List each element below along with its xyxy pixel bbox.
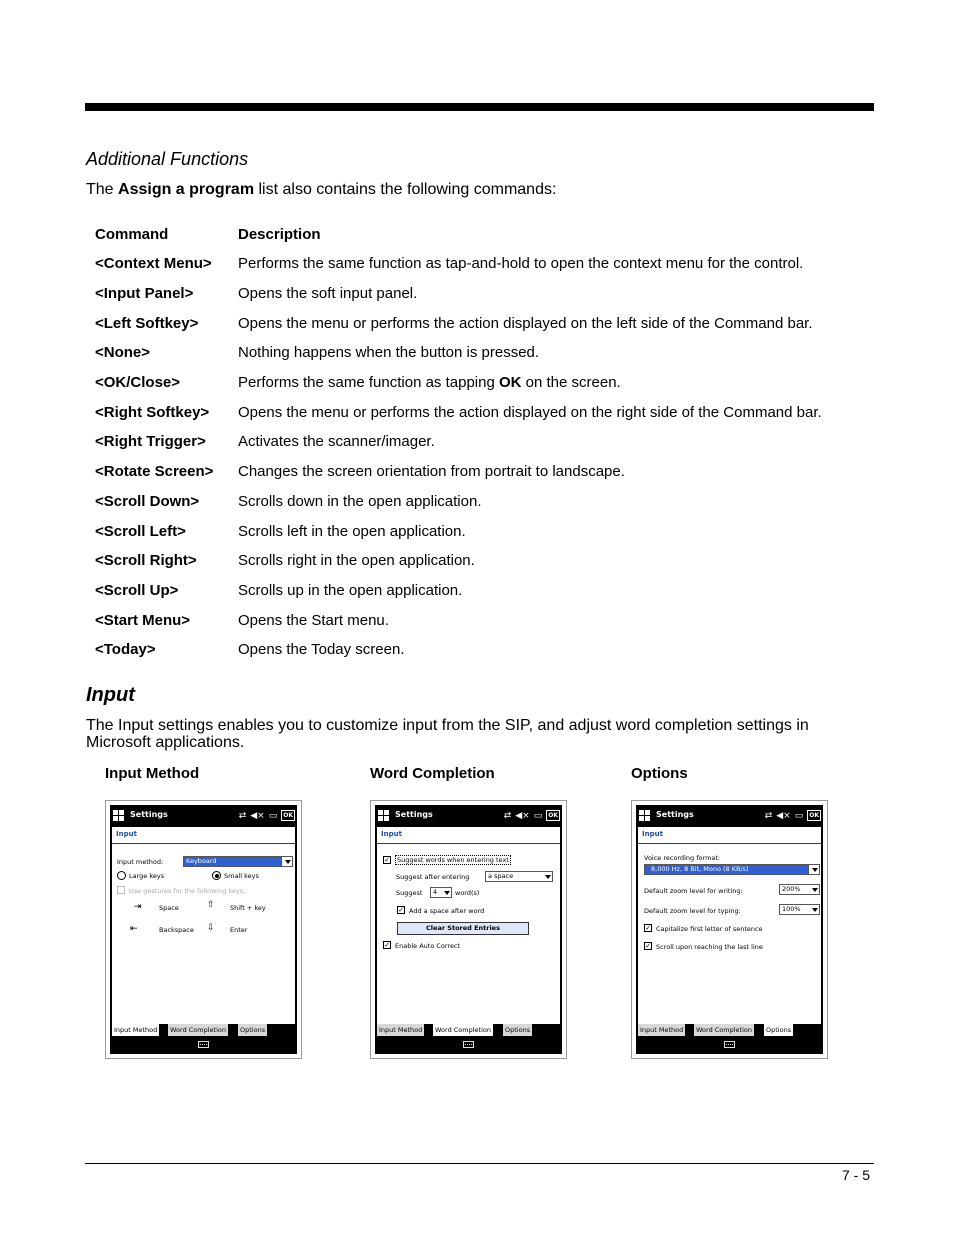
desc-bold: OK xyxy=(498,374,522,392)
table-row xyxy=(88,487,822,517)
voice-format-dropdown[interactable] xyxy=(644,864,820,875)
tab-strip xyxy=(112,1024,295,1036)
description-cell: Opens the Today screen. xyxy=(238,641,405,659)
table-row xyxy=(88,546,822,576)
command-cell: <Right Trigger> xyxy=(95,433,206,451)
clear-stored-entries-button[interactable]: Clear Stored Entries xyxy=(397,922,529,935)
command-cell: <None> xyxy=(95,344,151,362)
table-row xyxy=(88,605,822,635)
chevron-down-icon xyxy=(812,908,818,912)
chevron-down-icon xyxy=(444,891,450,895)
battery-icon[interactable]: ▭ xyxy=(268,810,278,821)
heading-divider xyxy=(377,843,560,844)
command-header: Command xyxy=(95,225,169,243)
tab-options[interactable]: Options xyxy=(766,1026,792,1034)
shift-label: Shift + key xyxy=(230,904,266,912)
table-row xyxy=(88,308,822,338)
command-cell: <Scroll Right> xyxy=(95,552,197,570)
intro-text xyxy=(86,181,556,199)
desc-pre: Performs the same function as tapping xyxy=(238,374,499,392)
command-cell: <Start Menu> xyxy=(95,611,191,629)
windows-start-icon[interactable] xyxy=(113,810,124,821)
command-cell: <Scroll Down> xyxy=(95,492,200,510)
caption-input-method: Input Method xyxy=(105,765,200,782)
capitalize-checkbox[interactable]: ✓ xyxy=(645,924,651,932)
description-cell: Nothing happens when the button is pressed. xyxy=(238,344,540,362)
zoom-typing-value: 100% xyxy=(782,905,801,913)
description-cell: Activates the scanner/imager. xyxy=(238,433,435,451)
zoom-typing-label: Default zoom level for typing: xyxy=(644,907,741,915)
table-row xyxy=(88,635,822,665)
caption-word-completion: Word Completion xyxy=(370,765,495,782)
auto-correct-checkbox[interactable]: ✓ xyxy=(384,941,390,949)
screenshot-word-completion xyxy=(370,800,567,1059)
enter-label: Enter xyxy=(230,926,248,934)
large-keys-radio[interactable] xyxy=(117,871,126,880)
table-row xyxy=(88,338,822,368)
tab-word-completion[interactable]: Word Completion xyxy=(170,1026,227,1034)
menu-bar xyxy=(636,1036,823,1054)
space-gesture-icon: ⇥ xyxy=(134,902,142,912)
device-screen xyxy=(375,805,562,1054)
tab-options[interactable]: Options xyxy=(240,1026,266,1034)
additional-functions-heading: Additional Functions xyxy=(86,149,249,169)
command-cell: <OK/Close> xyxy=(95,374,181,392)
intro-bold: Assign a program xyxy=(118,181,255,198)
battery-icon[interactable]: ▭ xyxy=(533,810,543,821)
menu-bar xyxy=(375,1036,562,1054)
heading-divider xyxy=(112,843,295,844)
command-cell: <Rotate Screen> xyxy=(95,463,214,481)
status-icons xyxy=(239,809,295,822)
connectivity-icon[interactable]: ⇄ xyxy=(764,810,773,821)
input-method-label: Input method: xyxy=(117,858,164,866)
description-cell xyxy=(231,368,822,398)
chevron-down-icon xyxy=(812,868,818,872)
zoom-writing-dropdown[interactable] xyxy=(779,884,820,895)
description-cell: Opens the menu or performs the action displayed on the right side of the Command bar. xyxy=(238,403,822,421)
voice-format-value: 8,000 Hz, 8 Bit, Mono (8 KB/s) xyxy=(651,865,749,873)
tab-options[interactable]: Options xyxy=(505,1026,531,1034)
input-method-value: Keyboard xyxy=(186,857,217,865)
commands-table xyxy=(88,219,822,665)
backspace-gesture-icon: ⇤ xyxy=(130,924,138,934)
connectivity-icon[interactable]: ⇄ xyxy=(503,810,512,821)
dropdown-button[interactable] xyxy=(808,865,819,874)
window-title: Settings xyxy=(395,810,433,819)
heading-divider xyxy=(638,843,821,844)
suggest-label: Suggest xyxy=(396,889,423,897)
page-heading: Input xyxy=(642,830,663,838)
keyboard-icon[interactable] xyxy=(724,1041,735,1048)
table-row xyxy=(88,249,822,279)
ok-button[interactable]: OK xyxy=(283,812,293,819)
suggest-words-checkbox[interactable]: ✓ xyxy=(384,856,390,864)
large-keys-label: Large keys xyxy=(129,872,165,880)
status-icons xyxy=(765,809,821,822)
ok-button[interactable]: OK xyxy=(548,812,558,819)
intro-pre: The xyxy=(86,181,119,198)
suggest-after-value: a space xyxy=(488,872,514,880)
backspace-label: Backspace xyxy=(159,926,194,934)
speaker-icon[interactable]: ◀× xyxy=(250,810,265,821)
title-bar xyxy=(375,805,562,827)
add-space-checkbox[interactable]: ✓ xyxy=(398,906,404,914)
description-cell: Scrolls left in the open application. xyxy=(238,522,466,540)
zoom-typing-dropdown[interactable] xyxy=(779,904,820,915)
zoom-writing-label: Default zoom level for writing: xyxy=(644,887,743,895)
device-screen xyxy=(110,805,297,1054)
scroll-checkbox[interactable]: ✓ xyxy=(645,942,651,950)
input-section-title: Input xyxy=(86,684,135,706)
add-space-label: Add a space after word xyxy=(409,907,485,915)
device-screen xyxy=(636,805,823,1054)
speaker-icon[interactable]: ◀× xyxy=(515,810,530,821)
command-cell: <Scroll Left> xyxy=(95,522,186,540)
tab-input-method[interactable]: Input Method xyxy=(379,1026,423,1034)
window-title: Settings xyxy=(656,810,694,819)
command-cell: <Today> xyxy=(95,641,156,659)
capitalize-label: Capitalize first letter of sentence xyxy=(656,925,763,933)
screenshot-input-method xyxy=(105,800,302,1059)
description-cell: Scrolls up in the open application. xyxy=(238,581,463,599)
gestures-label: Use gestures for the following keys: xyxy=(129,887,246,895)
table-header-row xyxy=(88,219,822,249)
keyboard-icon[interactable] xyxy=(463,1041,474,1048)
enter-gesture-icon: ⇩ xyxy=(207,923,215,933)
description-cell: Performs the same function as tap-and-hold to open the context menu for the control. xyxy=(238,255,804,273)
chevron-down-icon xyxy=(285,860,291,864)
command-cell: <Left Softkey> xyxy=(95,314,199,332)
table-row xyxy=(88,457,822,487)
table-row xyxy=(88,279,822,309)
command-cell: <Right Softkey> xyxy=(95,403,210,421)
table-row xyxy=(88,576,822,606)
gestures-checkbox[interactable] xyxy=(117,886,125,894)
chevron-down-icon xyxy=(812,888,818,892)
desc-post: on the screen. xyxy=(521,374,621,392)
page-number: 7 - 5 xyxy=(841,1167,870,1183)
input-method-dropdown[interactable] xyxy=(183,856,293,867)
title-bar xyxy=(110,805,297,827)
windows-start-icon[interactable] xyxy=(378,810,389,821)
tab-input-method[interactable]: Input Method xyxy=(640,1026,684,1034)
caption-options: Options xyxy=(631,765,688,782)
command-cell: <Context Menu> xyxy=(95,255,212,273)
description-cell: Opens the Start menu. xyxy=(238,611,389,629)
tab-strip xyxy=(638,1024,821,1036)
small-keys-label: Small keys xyxy=(224,872,259,880)
suggest-after-label: Suggest after entering xyxy=(396,873,470,881)
windows-start-icon[interactable] xyxy=(639,810,650,821)
screenshot-options xyxy=(631,800,828,1059)
word-count-dropdown[interactable] xyxy=(430,887,452,898)
voice-format-label: Voice recording format: xyxy=(644,854,721,862)
description-cell: Scrolls down in the open application. xyxy=(238,492,482,510)
battery-icon[interactable]: ▭ xyxy=(794,810,804,821)
tab-input-method[interactable]: Input Method xyxy=(114,1026,158,1034)
status-icons xyxy=(504,809,560,822)
keyboard-icon[interactable] xyxy=(198,1041,209,1048)
description-cell: Scrolls right in the open application. xyxy=(238,552,475,570)
footer-rule xyxy=(85,1163,874,1164)
speaker-icon[interactable]: ◀× xyxy=(776,810,791,821)
menu-bar xyxy=(110,1036,297,1054)
tab-word-completion[interactable]: Word Completion xyxy=(435,1026,492,1034)
page-heading: Input xyxy=(116,830,137,838)
table-row xyxy=(88,427,822,457)
input-paragraph: The Input settings enables you to customize input from the SIP, and adjust word completion settings in Microsoft applications. xyxy=(86,717,809,751)
title-bar xyxy=(636,805,823,827)
words-label: word(s) xyxy=(455,889,480,897)
suggest-after-dropdown[interactable] xyxy=(485,871,553,882)
settings-content xyxy=(112,827,295,1024)
intro-post: list also contains the following commands: xyxy=(254,181,557,198)
chevron-down-icon xyxy=(545,875,551,879)
command-cell: <Input Panel> xyxy=(95,285,194,303)
shift-gesture-icon: ⇧ xyxy=(207,900,215,910)
settings-content xyxy=(377,827,560,1024)
settings-content xyxy=(638,827,821,1024)
suggest-words-label: Suggest words when entering text xyxy=(397,856,509,864)
scroll-label: Scroll upon reaching the last line xyxy=(656,943,763,951)
small-keys-radio[interactable] xyxy=(212,871,221,880)
header-rule xyxy=(85,103,874,111)
description-header: Description xyxy=(238,225,321,243)
description-cell: Opens the menu or performs the action displayed on the left side of the Command bar. xyxy=(238,314,813,332)
description-cell: Opens the soft input panel. xyxy=(238,285,418,303)
ok-button[interactable]: OK xyxy=(809,812,819,819)
word-count-value: 4 xyxy=(433,888,438,896)
window-title: Settings xyxy=(130,810,168,819)
page-heading: Input xyxy=(381,830,402,838)
tab-word-completion[interactable]: Word Completion xyxy=(696,1026,753,1034)
command-cell: <Scroll Up> xyxy=(95,581,179,599)
connectivity-icon[interactable]: ⇄ xyxy=(238,810,247,821)
table-row xyxy=(88,516,822,546)
space-label: Space xyxy=(159,904,179,912)
zoom-writing-value: 200% xyxy=(782,885,801,893)
description-cell: Changes the screen orientation from portrait to landscape. xyxy=(238,463,625,481)
table-row xyxy=(88,397,822,427)
dropdown-button[interactable] xyxy=(281,857,292,866)
tab-strip xyxy=(377,1024,560,1036)
auto-correct-label: Enable Auto Correct xyxy=(395,942,461,950)
table-row xyxy=(88,368,822,398)
